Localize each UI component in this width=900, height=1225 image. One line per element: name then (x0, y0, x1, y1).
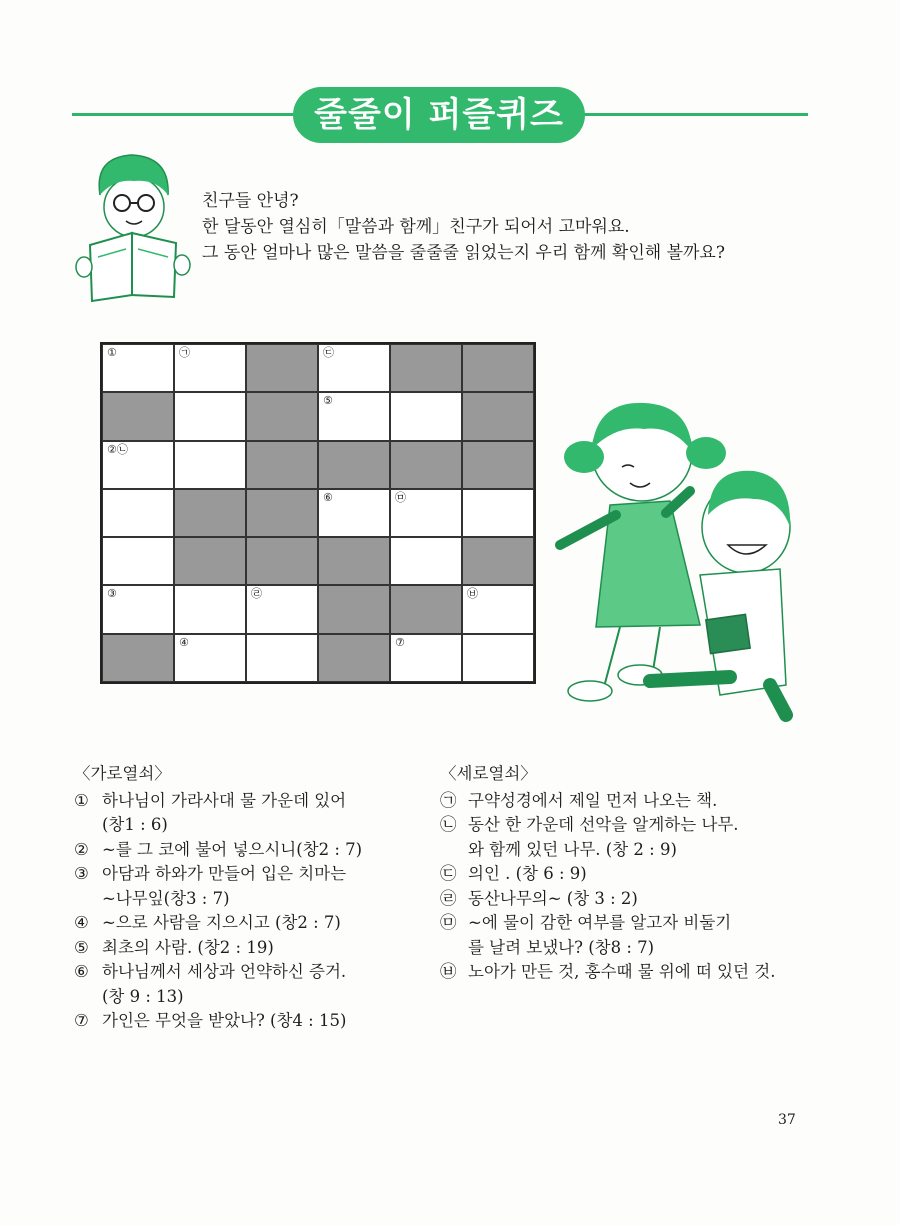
down-clue (440, 911, 820, 960)
clue-number-marker: ⑤ (323, 394, 333, 408)
clue-text: ~에 물이 감한 여부를 알고자 비둘기 (468, 913, 732, 932)
grid-cell[interactable] (102, 489, 174, 537)
down-clue (440, 789, 820, 814)
grid-cell[interactable] (174, 344, 246, 392)
clue-text: 동산 한 가운데 선악을 알게하는 나무. (468, 815, 739, 834)
boy-reading-book-illustration (70, 145, 200, 305)
clue-text-continued: (창 9 : 13) (102, 986, 184, 1006)
grid-cell-blocked (390, 441, 462, 489)
clue-number-marker: ㉥ (467, 587, 478, 601)
clue-text: 하나님이 가라사대 물 가운데 있어 (102, 790, 347, 810)
clue-text: 의인 . (창 6 : 9) (468, 864, 587, 883)
down-clue (440, 813, 820, 862)
across-clue (74, 862, 434, 911)
clue-number: ㉠ (440, 790, 457, 810)
grid-cell-blocked (318, 537, 390, 585)
clue-number: ⑦ (74, 1011, 89, 1030)
clue-number: ⑥ (74, 962, 89, 981)
grid-cell-blocked (390, 585, 462, 633)
across-clue-list (74, 789, 434, 1034)
across-clue (74, 911, 434, 936)
clue-text-continued: ~나무잎(창3 : 7) (102, 888, 230, 908)
down-clue (440, 887, 820, 912)
crossword-grid (100, 342, 536, 684)
clue-text: 구약성경에서 제일 먼저 나오는 책. (468, 790, 718, 810)
clue-number-marker: ⑦ (395, 635, 405, 649)
clue-number: ④ (74, 913, 89, 932)
grid-cell-blocked (318, 634, 390, 682)
clue-number-marker: ⑥ (323, 490, 333, 504)
grid-cell[interactable] (390, 392, 462, 440)
clue-text: 최초의 사람. (창2 : 19) (102, 937, 274, 957)
clue-number: ㉡ (440, 815, 457, 834)
grid-cell[interactable] (318, 489, 390, 537)
grid-cell[interactable] (102, 344, 174, 392)
down-clue (440, 862, 820, 887)
clue-number-marker: ㉤ (395, 490, 406, 504)
across-clues (74, 762, 434, 1034)
grid-cell[interactable] (462, 634, 534, 682)
grid-cell-blocked (246, 441, 318, 489)
clue-number-marker: ㉣ (251, 587, 262, 601)
clue-text: 동산나무의~ (창 3 : 2) (468, 888, 638, 908)
grid-cell[interactable] (390, 537, 462, 585)
grid-cell-blocked (246, 537, 318, 585)
clue-number: ③ (74, 864, 89, 883)
across-clue (74, 1009, 434, 1034)
intro-text (202, 188, 822, 266)
intro-line: 그 동안 얼마나 많은 말씀을 줄줄줄 읽었는지 우리 함께 확인해 볼까요? (202, 243, 725, 263)
clue-number: ㉥ (440, 962, 457, 981)
clue-text: ~으로 사람을 지으시고 (창2 : 7) (102, 913, 341, 932)
clue-text: 가인은 무엇을 받았나? (창4 : 15) (102, 1011, 347, 1030)
grid-cell-blocked (246, 392, 318, 440)
grid-cell-blocked (318, 585, 390, 633)
across-clue (74, 936, 434, 961)
down-clues (440, 762, 820, 985)
across-clue (74, 789, 434, 838)
down-clue (440, 960, 820, 985)
grid-cell-blocked (462, 441, 534, 489)
across-clue (74, 960, 434, 1009)
children-running-illustration (540, 395, 800, 735)
clue-number: ⑤ (74, 937, 89, 957)
grid-cell-blocked (462, 344, 534, 392)
page-number: 37 (778, 1112, 796, 1128)
grid-cell[interactable] (174, 392, 246, 440)
grid-cell[interactable] (174, 634, 246, 682)
grid-cell-blocked (462, 392, 534, 440)
grid-cell[interactable] (102, 537, 174, 585)
clue-text: 하나님께서 세상과 언약하신 증거. (102, 962, 347, 981)
clue-number: ① (74, 790, 89, 810)
clue-text: 노아가 만든 것, 홍수때 물 위에 떠 있던 것. (468, 962, 776, 981)
grid-cell-blocked (390, 344, 462, 392)
grid-cell-blocked (174, 489, 246, 537)
clue-number: ㉤ (440, 913, 457, 932)
clue-number: ② (74, 839, 89, 859)
across-heading: 〈가로열쇠〉 (74, 764, 171, 783)
grid-cell-blocked (102, 392, 174, 440)
grid-cell[interactable] (246, 634, 318, 682)
grid-cell-blocked (462, 537, 534, 585)
intro-line: 한 달동안 열심히「말씀과 함께」친구가 되어서 고마워요. (202, 217, 630, 237)
clue-number-marker: ㉢ (323, 346, 334, 359)
clue-number: ㉣ (440, 888, 457, 908)
clue-number-marker: ㉠ (179, 346, 190, 359)
down-heading: 〈세로열쇠〉 (440, 764, 537, 783)
grid-cell[interactable] (246, 585, 318, 633)
clue-text-continued: 를 날려 보냈나? (창8 : 7) (468, 937, 655, 957)
grid-cell[interactable] (390, 489, 462, 537)
grid-cell[interactable] (318, 344, 390, 392)
grid-cell-blocked (246, 489, 318, 537)
grid-cell-blocked (174, 537, 246, 585)
page-title: 줄줄이 퍼즐퀴즈 (293, 87, 585, 143)
grid-cell[interactable] (390, 634, 462, 682)
intro-line: 친구들 안녕? (202, 191, 299, 211)
grid-cell[interactable] (462, 489, 534, 537)
grid-cell[interactable] (174, 585, 246, 633)
grid-cell-blocked (318, 441, 390, 489)
clue-number-marker: ③ (107, 587, 117, 601)
grid-cell-blocked (246, 344, 318, 392)
grid-cell[interactable] (318, 392, 390, 440)
across-clue (74, 838, 434, 863)
clue-number-marker: ④ (179, 635, 189, 649)
clue-number-marker: ②㉡ (107, 442, 128, 456)
clue-text: ~를 그 코에 불어 넣으시니(창2 : 7) (102, 839, 363, 859)
clue-text: 아담과 하와가 만들어 입은 치마는 (102, 864, 347, 883)
clue-number: ㉢ (440, 864, 457, 883)
down-clue-list (440, 789, 820, 985)
grid-cell[interactable] (102, 441, 174, 489)
clue-text-continued: (창1 : 6) (102, 815, 168, 834)
grid-cell[interactable] (462, 585, 534, 633)
clue-text-continued: 와 함께 있던 나무. (창 2 : 9) (468, 839, 677, 859)
grid-cell[interactable] (174, 441, 246, 489)
clue-number-marker: ① (107, 346, 117, 359)
grid-cell[interactable] (102, 585, 174, 633)
grid-cell-blocked (102, 634, 174, 682)
